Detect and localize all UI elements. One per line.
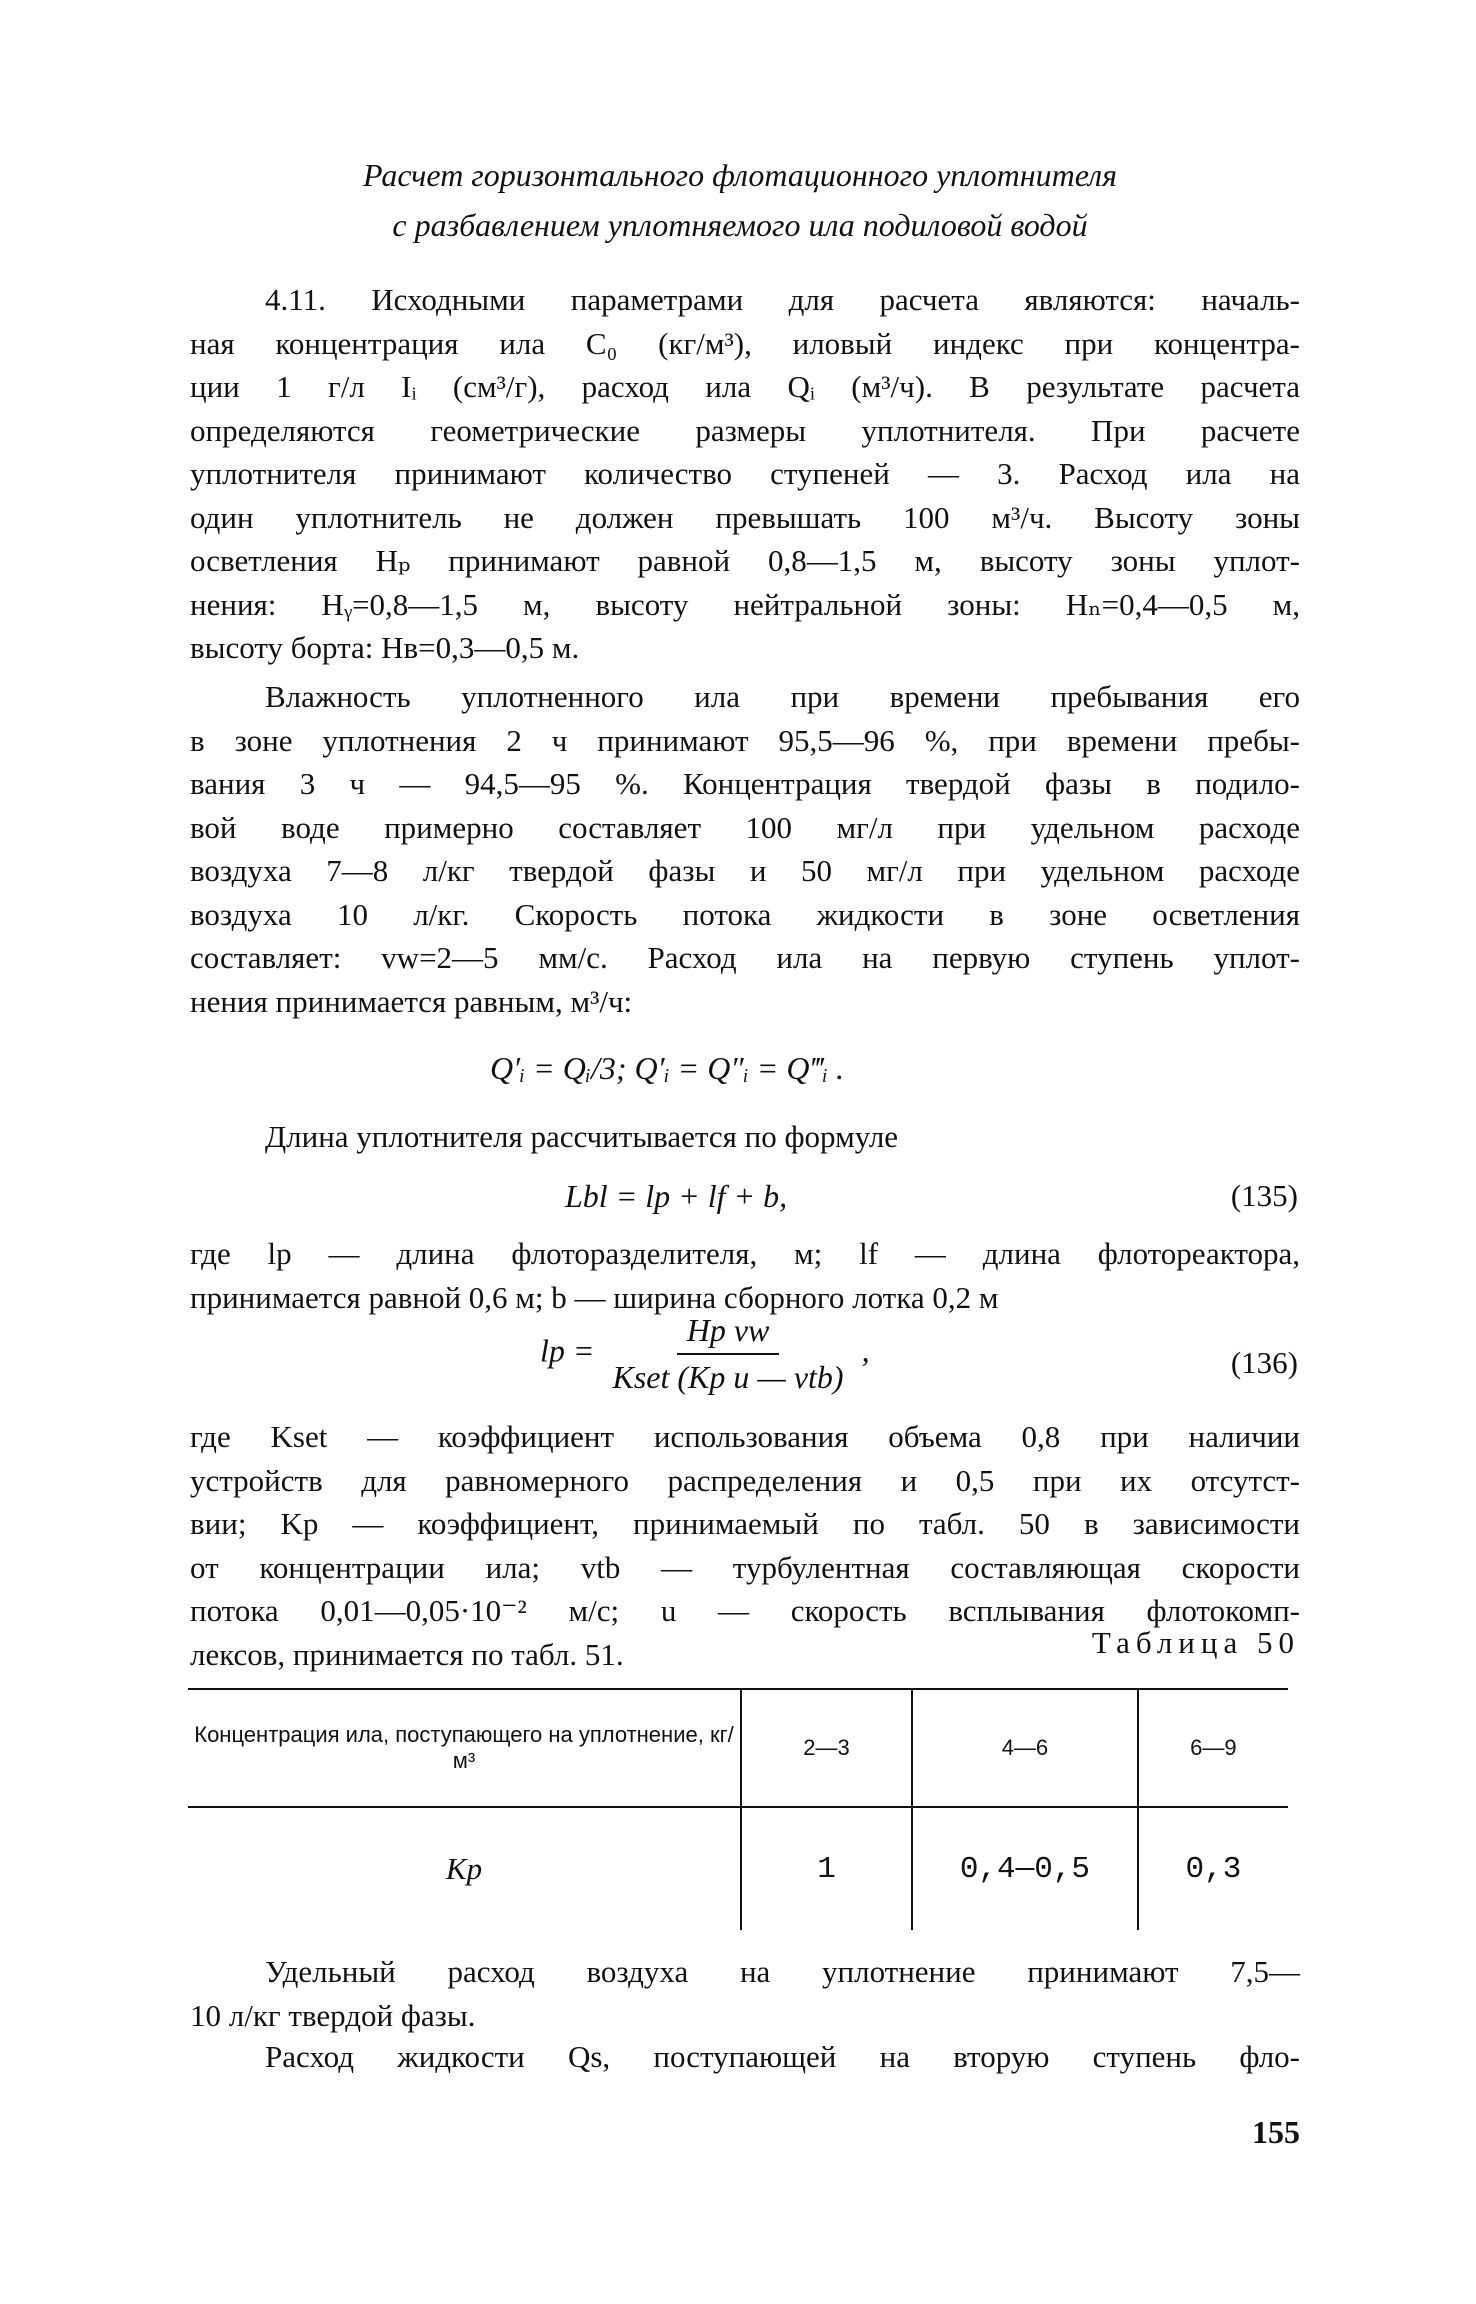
- text-line: определяются геометрические размеры уплотнителя. При расчете: [190, 412, 1300, 448]
- text-line: воздуха 10 л/кг. Скорость потока жидкости в зоне осветления: [190, 896, 1300, 932]
- text-line: от концентрации ила; vtb — турбулентная составляющая скорости: [190, 1549, 1300, 1585]
- text-line: вания 3 ч — 94,5—95 %. Концентрация твердой фазы в подило-: [190, 766, 1300, 801]
- text-line: ная концентрация ила C₀ (кг/м³), иловый индекс при концентра-: [190, 325, 1300, 361]
- text-line: нения: Hᵧ=0,8—1,5 м, высоту нейтральной зоны: Hₙ=0,4—0,5 м,: [190, 586, 1300, 622]
- text-line: в зоне уплотнения 2 ч принимают 95,5—96 %, при времени пребы-: [190, 722, 1300, 758]
- paragraph-air-rate: [190, 1950, 1300, 2037]
- equation-number-135: (135): [1230, 1178, 1298, 1213]
- heading-line-2: с разбавлением уплотняемого ила подиловой водой: [392, 207, 1088, 243]
- fraction: [602, 1312, 853, 1396]
- paragraph-4-11: [190, 278, 1300, 670]
- text-line: где lp — длина флоторазделителя, м; lf — длина флотореактора,: [190, 1236, 1300, 1271]
- table-header-cell: 4—6: [911, 1690, 1137, 1806]
- text-line: высоту борта: Hв=0,3—0,5 м.: [190, 630, 580, 665]
- table-cell: 0,3: [1137, 1808, 1288, 1930]
- table-cell: Kp: [445, 1851, 483, 1886]
- text-line: воздуха 7—8 л/кг твердой фазы и 50 мг/л при удельном расходе: [190, 853, 1300, 888]
- formula-tail: ,: [861, 1332, 870, 1369]
- paragraph-where-lp: [190, 1232, 1300, 1319]
- text-line: осветления Hₚ принимают равной 0,8—1,5 м, высоту зоны уплот-: [190, 543, 1300, 578]
- text-line: Расход жидкости Qs, поступающей на вторую ступень фло-: [265, 2039, 1300, 2074]
- formula-135: Lbl = lp + lf + b,: [565, 1178, 788, 1214]
- text-line: ции 1 г/л Iᵢ (см³/г), расход ила Qᵢ (м³/ч). В результате расчета: [190, 369, 1300, 404]
- table-50: [188, 1688, 1288, 1930]
- table-cell: 1: [740, 1808, 911, 1930]
- formula-q: Q′ᵢ = Qᵢ/3; Q′ᵢ = Q″ᵢ = Q‴ᵢ .: [490, 1050, 844, 1086]
- text-line: Удельный расход воздуха на уплотнение принимают 7,5—: [265, 1954, 1300, 1989]
- table-cell: 0,4—0,5: [911, 1808, 1137, 1930]
- heading-line-1: Расчет горизонтального флотационного уплотнителя: [363, 157, 1117, 193]
- text-line: потока 0,01—0,05·10⁻² м/с; u — скорость всплывания флотокомп-: [190, 1593, 1300, 1628]
- text-line: 4.11. Исходными параметрами для расчета являются: началь-: [265, 282, 1300, 317]
- text-line: составляет: vw=2—5 мм/с. Расход ила на первую ступень уплот-: [190, 940, 1300, 975]
- text-line: вой воде примерно составляет 100 мг/л при удельном расходе: [190, 809, 1300, 845]
- text-line: где Kset — коэффициент использования объема 0,8 при наличии: [190, 1419, 1300, 1454]
- fraction-numerator: Hp vw: [677, 1312, 780, 1355]
- text-line: один уплотнитель не должен превышать 100 м³/ч. Высоту зоны: [190, 499, 1300, 535]
- table-caption: Таблица 50: [1091, 1625, 1300, 1660]
- text-line: устройств для равномерного распределения и 0,5 при их отсутст-: [190, 1462, 1300, 1498]
- page-number: 155: [1252, 2114, 1300, 2150]
- fraction-denominator: Kset (Kp u — vtb): [612, 1359, 844, 1395]
- paragraph-liquid-rate: [190, 2035, 1300, 2079]
- text-line: 10 л/кг твердой фазы.: [190, 1997, 476, 2033]
- text-line: лексов, принимается по табл. 51.: [190, 1636, 624, 1672]
- formula-136: [540, 1312, 870, 1396]
- paragraph-length: [190, 1115, 1300, 1159]
- text-line: вии; Kp — коэффициент, принимаемый по табл. 50 в зависимости: [190, 1506, 1300, 1541]
- table-header-cell: 2—3: [740, 1690, 911, 1806]
- section-heading: [180, 150, 1300, 250]
- table-row: [188, 1808, 1288, 1930]
- text-line: нения принимается равным, м³/ч:: [190, 983, 633, 1019]
- paragraph-humidity: [190, 675, 1300, 1023]
- equation-number-136: (136): [1230, 1345, 1298, 1380]
- formula-lhs: lp =: [540, 1332, 595, 1369]
- text-line: Длина уплотнителя рассчитывается по формуле: [265, 1119, 899, 1154]
- table-header-row: [188, 1690, 1288, 1808]
- text-line: Влажность уплотненного ила при времени пребывания его: [265, 679, 1300, 714]
- text-line: уплотнителя принимают количество ступеней — 3. Расход ила на: [190, 456, 1300, 491]
- table-header-cell: Концентрация ила, поступающего на уплотнение, кг/м³: [194, 1722, 734, 1773]
- text-line: принимается равной 0,6 м; b — ширина сборного лотка 0,2 м: [190, 1279, 999, 1315]
- table-header-cell: 6—9: [1137, 1690, 1288, 1806]
